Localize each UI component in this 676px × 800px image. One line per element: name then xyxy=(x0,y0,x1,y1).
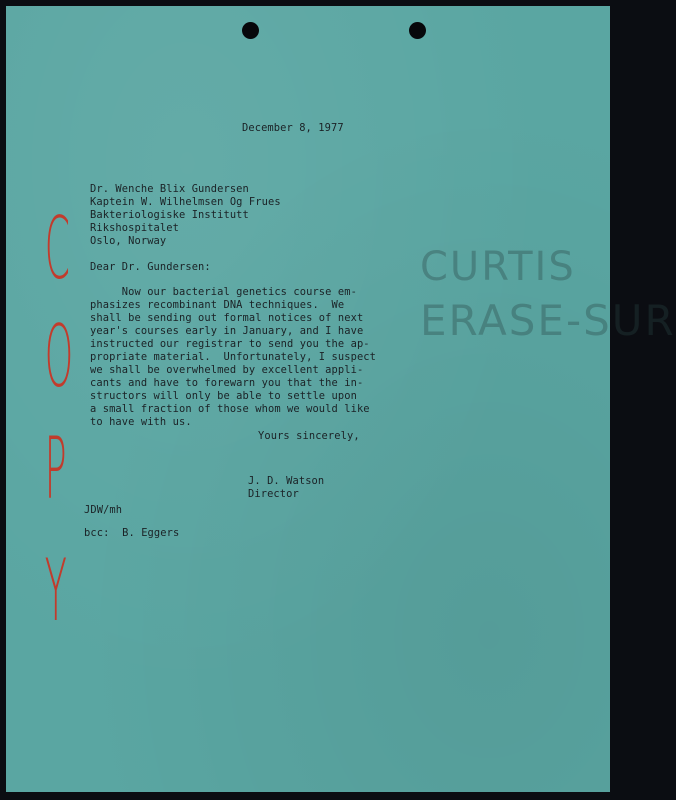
signer-title: Director xyxy=(248,488,299,500)
body-line: shall be sending out formal notices of next xyxy=(90,312,364,324)
body-line: propriate material. Unfortunately, I suspect xyxy=(90,351,377,363)
signer-name: J. D. Watson xyxy=(248,475,325,487)
body-line: structors will only be able to settle upon xyxy=(90,390,357,402)
copy-stamp-letter-p: P xyxy=(44,419,67,519)
letter-page xyxy=(6,6,676,792)
body-line: cants and have to forewarn you that the in- xyxy=(90,377,364,389)
recipient-line: Rikshospitalet xyxy=(90,222,179,234)
reference-initials: JDW/mh xyxy=(84,504,123,516)
punch-hole-left xyxy=(242,22,259,39)
body-line: phasizes recombinant DNA techniques. We xyxy=(90,299,345,311)
bcc-line: bcc: B. Eggers xyxy=(84,527,180,539)
punch-hole-right xyxy=(409,22,426,39)
copy-stamp-letter-y: Y xyxy=(44,541,67,641)
body-line: year's courses early in January, and I have xyxy=(90,325,364,337)
watermark-line-2: ERASE-SUR xyxy=(420,296,676,345)
body-line: we shall be overwhelmed by excellent appli- xyxy=(90,364,364,376)
body-line: a small fraction of those whom we would like xyxy=(90,403,370,415)
closing: Yours sincerely, xyxy=(258,430,360,442)
watermark-line-1: CURTIS xyxy=(420,244,576,290)
body-line: instructed our registrar to send you the ap- xyxy=(90,338,370,350)
body-line: to have with us. xyxy=(90,416,192,428)
salutation: Dear Dr. Gundersen: xyxy=(90,261,211,273)
recipient-line: Bakteriologiske Institutt xyxy=(90,209,249,221)
copy-stamp-letter-o: O xyxy=(44,307,74,407)
recipient-line: Dr. Wenche Blix Gundersen xyxy=(90,183,249,195)
letter-date: December 8, 1977 xyxy=(242,122,344,134)
copy-stamp-letter-c: C xyxy=(44,199,70,299)
recipient-line: Oslo, Norway xyxy=(90,235,167,247)
recipient-line: Kaptein W. Wilhelmsen Og Frues xyxy=(90,196,281,208)
body-line: Now our bacterial genetics course em- xyxy=(90,286,357,298)
